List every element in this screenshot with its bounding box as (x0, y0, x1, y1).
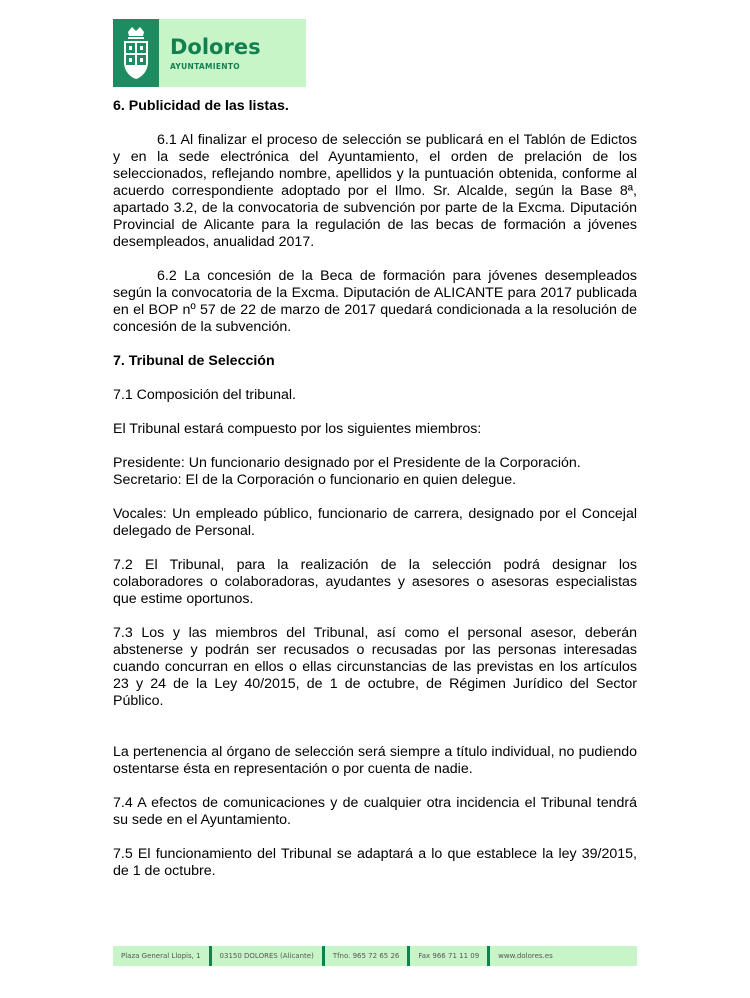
paragraph-7-3: 7.3 Los y las miembros del Tribunal, así como el personal asesor, deberán abstenerse y podrán ser recusados o recusadas por las personas interesadas cuando concurran en ellos o ellas circunstancias de las previstas en los artículos 23 y 24 de la Ley 40/2015, de 1 de octubre, de Régimen Jurídico del Sector Público. (113, 625, 637, 709)
document-body (113, 98, 637, 897)
paragraph-compuesto: El Tribunal estará compuesto por los siguientes miembros: (113, 421, 482, 437)
paragraph-7-4: 7.4 A efectos de comunicaciones y de cualquier otra incidencia el Tribunal tendrá su sede en el Ayuntamiento. (113, 795, 637, 828)
footer-fax: Fax 966 71 11 09 (418, 952, 480, 960)
logo-subtitle: AYUNTAMIENTO (170, 62, 240, 71)
paragraph-7-5: 7.5 El funcionamiento del Tribunal se adaptará a lo que establece la ley 39/2015, de 1 de octubre. (113, 846, 637, 879)
paragraph-pertenencia: La pertenencia al órgano de selección será siempre a título individual, no pudiendo ostentarse ésta en representación o por cuenta de nadie. (113, 744, 637, 777)
page-footer (113, 946, 637, 966)
paragraph-vocales: Vocales: Un empleado público, funcionario de carrera, designado por el Concejal delegado de Personal. (113, 506, 637, 539)
logo-name: Dolores (170, 35, 261, 59)
section-7-heading: 7. Tribunal de Selección (113, 353, 275, 369)
paragraph-6-2: 6.2 La concesión de la Beca de formación para jóvenes desempleados según la convocatoria de la Excma. Diputación de ALICANTE para 2017 publicada en el BOP nº 57 de 22 de marzo de 2017 quedará condicionada a la resolución de concesión de la subvención. (113, 268, 637, 335)
footer-web: www.dolores.es (498, 952, 553, 960)
footer-address: Plaza General Llopis, 1 (121, 952, 201, 960)
coat-of-arms-icon (113, 19, 159, 87)
section-6-heading: 6. Publicidad de las listas. (113, 98, 289, 114)
paragraph-7-2: 7.2 El Tribunal, para la realización de la selección podrá designar los colaboradores o colaboradoras, ayudantes y asesores o asesoras especialistas que estime oportunos. (113, 557, 637, 607)
paragraph-7-1: 7.1 Composición del tribunal. (113, 387, 296, 403)
paragraph-secretario: Secretario: El de la Corporación o funcionario en quien delegue. (113, 472, 517, 488)
paragraph-presidente: Presidente: Un funcionario designado por el Presidente de la Corporación. (113, 455, 581, 471)
blank-line (113, 727, 637, 744)
header-logo (113, 19, 306, 87)
footer-phone: Tfno. 965 72 65 26 (332, 952, 400, 960)
paragraph-6-1: 6.1 Al finalizar el proceso de selección se publicará en el Tablón de Edictos y en la sede electrónica del Ayuntamiento, el orden de prelación de los seleccionados, reflejando nombre, apellidos y la puntuación obtenida, conforme al acuerdo correspondiente adoptado por el Ilmo. Sr. Alcalde, según la Base 8ª, apartado 3.2, de la convocatoria de subvención por parte de la Excma. Diputación Provincial de Alicante para la regulación de las becas de formación a jóvenes desempleados, anualidad 2017. (113, 132, 637, 250)
footer-city: 03150 DOLORES (Alicante) (219, 952, 314, 960)
